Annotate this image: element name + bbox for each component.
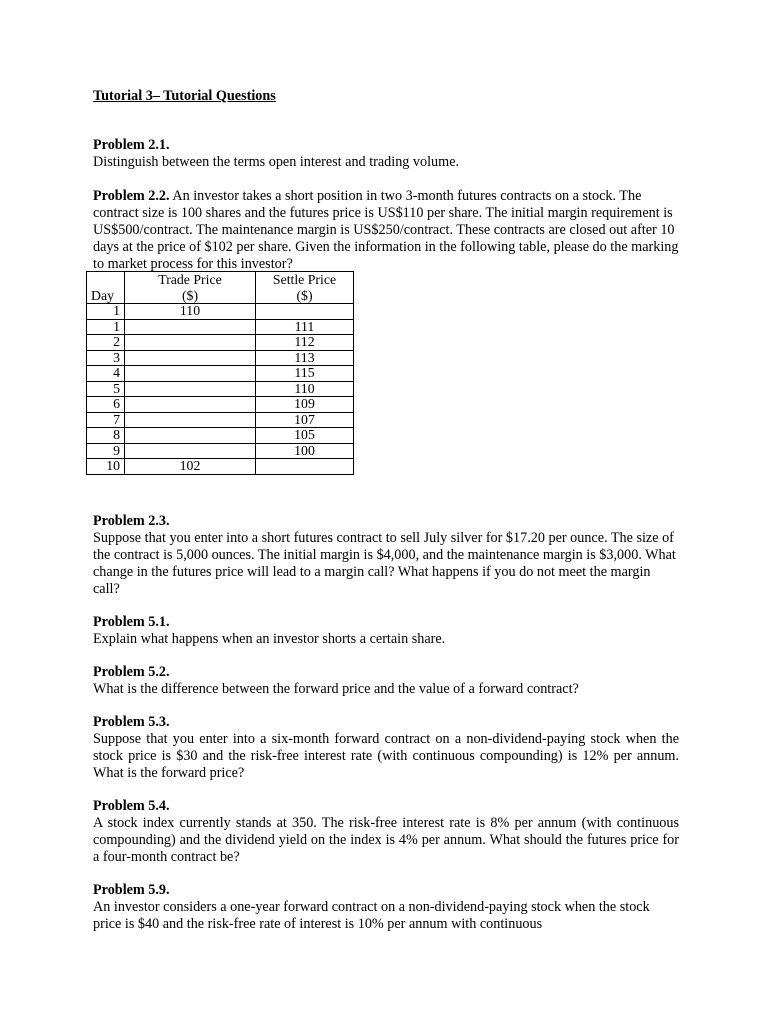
cell-day: 5 <box>87 381 125 397</box>
table-row <box>87 319 354 335</box>
cell-trade-price <box>125 366 256 382</box>
cell-trade-price <box>125 319 256 335</box>
header-day-label: Day <box>91 287 114 303</box>
problem-5-1 <box>93 614 679 648</box>
table-row <box>87 459 354 475</box>
cell-trade-price <box>125 381 256 397</box>
cell-settle-price: 115 <box>256 366 354 382</box>
cell-trade-price <box>125 428 256 444</box>
problem-text: Explain what happens when an investor shorts a certain share. <box>93 630 446 647</box>
table-row <box>87 397 354 413</box>
cell-settle-price <box>256 304 354 320</box>
header-trade-line1: Trade Price <box>158 272 222 287</box>
cell-day: 1 <box>87 304 125 320</box>
table-row <box>87 412 354 428</box>
marking-to-market-table <box>86 271 354 475</box>
problem-2-1 <box>93 137 679 171</box>
problem-heading: Problem 5.2. <box>93 664 170 680</box>
cell-settle-price: 107 <box>256 412 354 428</box>
problem-2-2 <box>93 188 681 273</box>
table-row <box>87 335 354 351</box>
cell-day: 6 <box>87 397 125 413</box>
table-row <box>87 366 354 382</box>
cell-settle-price: 100 <box>256 443 354 459</box>
cell-trade-price <box>125 412 256 428</box>
problem-text: Suppose that you enter into a short futures contract to sell July silver for $17.20 per ounce. The size of the contract is 5,000 ounces. The initial margin is $4,000, and the maintenance margin is $3,000. What change in the futures price will lead to a margin call? What happens if you do not meet the margin call? <box>93 529 676 597</box>
problem-text: Suppose that you enter into a six-month forward contract on a non-dividend-paying stock when the stock price is $30 and the risk-free interest rate (with continuous compounding) is 12% per annum. What is the forward price? <box>93 730 679 781</box>
header-settle-price <box>256 272 354 304</box>
problem-heading: Problem 2.2. <box>93 188 170 204</box>
cell-settle-price <box>256 459 354 475</box>
table-row <box>87 428 354 444</box>
table-row <box>87 350 354 366</box>
problem-text: A stock index currently stands at 350. The risk-free interest rate is 8% per annum (with continuous compounding) and the dividend yield on the index is 4% per annum. What should the futures price for a four-month contract be? <box>93 814 679 865</box>
cell-settle-price: 112 <box>256 335 354 351</box>
cell-trade-price: 110 <box>125 304 256 320</box>
cell-day: 2 <box>87 335 125 351</box>
problem-heading: Problem 5.4. <box>93 798 170 814</box>
table-row <box>87 381 354 397</box>
cell-settle-price: 111 <box>256 319 354 335</box>
problem-heading: Problem 5.3. <box>93 714 170 730</box>
cell-day: 8 <box>87 428 125 444</box>
cell-trade-price <box>125 335 256 351</box>
cell-day: 9 <box>87 443 125 459</box>
problem-5-9 <box>93 882 679 933</box>
cell-settle-price: 113 <box>256 350 354 366</box>
header-trade-line2: ($) <box>181 287 199 303</box>
problem-heading: Problem 2.3. <box>93 513 170 529</box>
cell-settle-price: 110 <box>256 381 354 397</box>
problem-5-2 <box>93 664 679 698</box>
cell-day: 1 <box>87 319 125 335</box>
cell-trade-price <box>125 443 256 459</box>
problem-text: An investor considers a one-year forward contract on a non-dividend-paying stock when the stock price is $40 and the risk-free rate of interest is 10% per annum with continuous <box>93 898 650 932</box>
problem-text: An investor takes a short position in two 3-month futures contracts on a stock. The contract size is 100 shares and the futures price is US$110 per share. The initial margin requirement is US$500/contract. The maintenance margin is US$250/contract. These contracts are closed out after 10 days at the price of $102 per share. Given the information in the following table, please do the marking to market process for this investor? <box>93 188 679 272</box>
table-header-row <box>87 272 354 304</box>
problem-5-4 <box>93 798 679 866</box>
cell-day: 3 <box>87 350 125 366</box>
header-day <box>87 272 125 304</box>
problem-paragraph <box>93 188 681 273</box>
problem-5-3 <box>93 714 679 782</box>
cell-settle-price: 105 <box>256 428 354 444</box>
cell-trade-price: 102 <box>125 459 256 475</box>
problem-text: What is the difference between the forward price and the value of a forward contract? <box>93 680 579 697</box>
problem-text: Distinguish between the terms open interest and trading volume. <box>93 153 460 170</box>
cell-settle-price: 109 <box>256 397 354 413</box>
header-settle-line1: Settle Price <box>272 272 337 287</box>
header-settle-line2: ($) <box>296 287 313 303</box>
table-row <box>87 443 354 459</box>
document-title: Tutorial 3– Tutorial Questions <box>93 88 276 104</box>
cell-day: 7 <box>87 412 125 428</box>
header-trade-price <box>125 272 256 304</box>
cell-day: 4 <box>87 366 125 382</box>
cell-trade-price <box>125 397 256 413</box>
problem-heading: Problem 5.9. <box>93 882 170 898</box>
problem-2-3 <box>93 513 679 598</box>
problem-heading: Problem 5.1. <box>93 614 170 630</box>
cell-day: 10 <box>87 459 125 475</box>
table-row <box>87 304 354 320</box>
cell-trade-price <box>125 350 256 366</box>
problem-heading: Problem 2.1. <box>93 137 170 153</box>
